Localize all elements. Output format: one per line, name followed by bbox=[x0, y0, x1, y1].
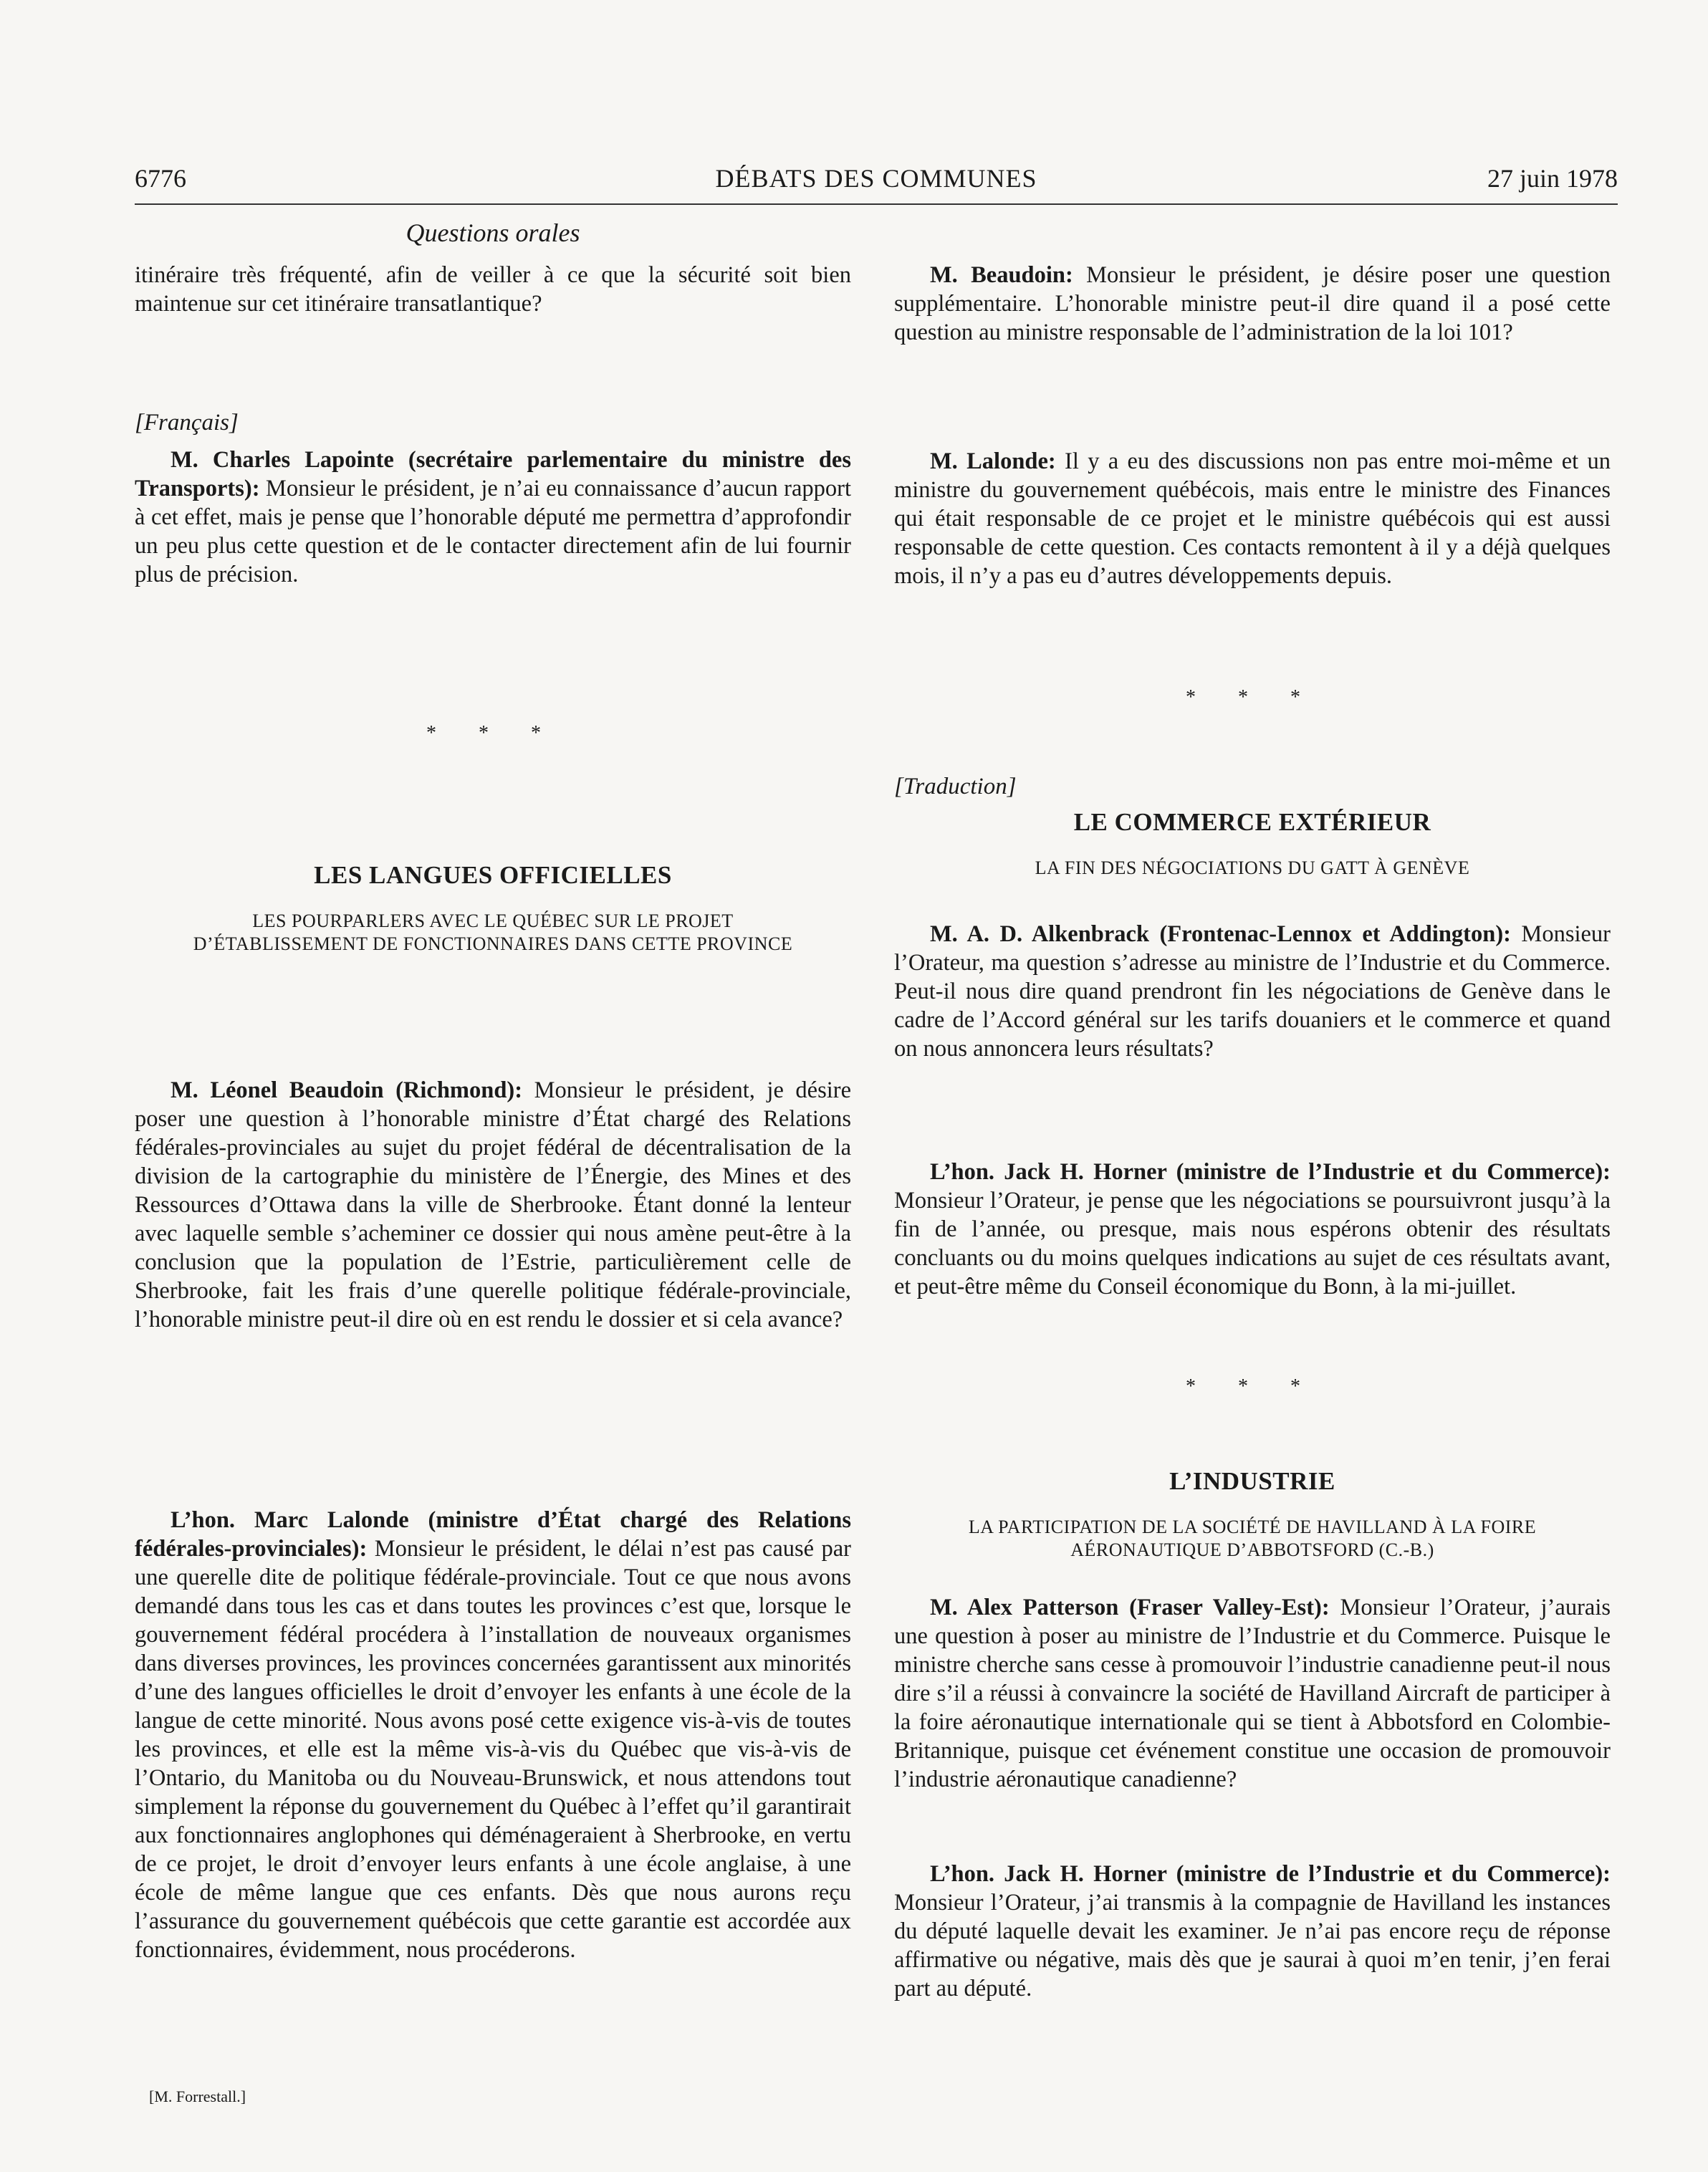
running-head: Questions orales bbox=[406, 218, 580, 247]
speaker-name: M. Beaudoin: bbox=[930, 262, 1073, 288]
right-paragraph-6 bbox=[894, 1860, 1611, 2003]
section-title: LE COMMERCE EXTÉRIEUR bbox=[1073, 808, 1431, 836]
page-header bbox=[135, 163, 1618, 205]
page-number: 6776 bbox=[135, 164, 186, 193]
section-separator: * * * bbox=[1186, 1375, 1319, 1398]
speech-text: Monsieur l’Orateur, j’aurais une question à poser au ministre de l’Industrie et du Commerce. Puisque le ministre cherche sans cesse à promouvoir l’industrie canadienne peut-il nous dire s’il a réussi à convaincre la société de Havilland Aircraft de participer à la foire aéronautique internationale qui se tient à Abbotsford en Colombie-Britannique, puisque cet événement constitue une occasion de promouvoir l’industrie aéronautique canadienne? bbox=[894, 1595, 1611, 1792]
speaker-name: L’hon. Jack H. Horner (ministre de l’Industrie et du Commerce): bbox=[930, 1861, 1611, 1887]
left-paragraph-1 bbox=[135, 261, 851, 318]
speech-text: Monsieur le président, je désire poser une question supplémentaire. L’honorable ministre peut-il dire quand il a posé cette question au ministre responsable de l’administration de la loi 101? bbox=[894, 262, 1611, 345]
right-paragraph-3 bbox=[894, 920, 1611, 1063]
section-title: LES LANGUES OFFICIELLES bbox=[314, 861, 672, 889]
page-date: 27 juin 1978 bbox=[1487, 164, 1618, 193]
section-title: L’INDUSTRIE bbox=[1169, 1467, 1335, 1495]
speech-text: Il y a eu des discussions non pas entre moi-même et un ministre du gouvernement québécois, mais entre le ministre des Finances qui était responsable de ce projet et le ministre québécois qui est aussi responsable de cette question. Ces contacts remontent à il y a déjà quelques mois, il n’y a pas eu d’autres développements depuis. bbox=[894, 448, 1611, 589]
speech-text: Monsieur l’Orateur, je pense que les négociations se poursuivront jusqu’à la fin de l’année, ou presque, mais nous espérons obtenir des résultats concluants ou du moins quelques indications au sujet de ces résultats avant, et peut-être même du Conseil économique du Bonn, à la mi-juillet. bbox=[894, 1188, 1611, 1299]
left-paragraph-3 bbox=[135, 1076, 851, 1334]
journal-title: DÉBATS DES COMMUNES bbox=[715, 164, 1037, 193]
speaker-name: M. Alex Patterson (Fraser Valley-Est): bbox=[930, 1595, 1330, 1620]
speaker-name: M. A. D. Alkenbrack (Frontenac-Lennox et Addington): bbox=[930, 921, 1511, 947]
section-separator: * * * bbox=[1186, 686, 1319, 708]
left-paragraph-4 bbox=[135, 1506, 851, 1964]
language-tag-traduction: [Traduction] bbox=[894, 774, 1017, 799]
section-subtitle: LES POURPARLERS AVEC LE QUÉBEC SUR LE PROJET D’ÉTABLISSEMENT DE FONCTIONNAIRES DANS CETTE PROVINCE bbox=[193, 910, 793, 954]
speaker-name: M. Lalonde: bbox=[930, 448, 1056, 474]
section-subtitle: LA FIN DES NÉGOCIATIONS DU GATT À GENÈVE bbox=[1035, 857, 1470, 878]
paragraph-text: itinéraire très fréquenté, afin de veiller à ce que la sécurité soit bien maintenue sur cet itinéraire transatlantique? bbox=[135, 262, 851, 317]
speaker-name: L’hon. Jack H. Horner (ministre de l’Industrie et du Commerce): bbox=[930, 1159, 1611, 1185]
speech-text: Monsieur le président, le délai n’est pas causé par une querelle dite de politique fédérale-provinciale. Tout ce que nous avons demandé dans tous les cas et dans toutes les provinces c’est que, lorsque le gouvernement fédéral procédera à l’installation de nouveaux organismes dans diverses provinces, les provinces concernées garantissent aux minorités d’une des langues officielles le droit d’envoyer les enfants à une école de la langue de cette minorité. Nous avons posé cette exigence vis-à-vis de toutes les provinces, et elle est la même vis-à-vis du Québec que vis-à-vis de l’Ontario, du Manitoba ou du Nouveau-Brunswick, et nous attendons tout simplement la réponse du gouvernement du Québec à l’effet qu’il garantirait aux fonctionnaires anglophones qui déménageraient à Sherbrooke, en vertu de ce projet, le droit d’envoyer leurs enfants à une école anglaise, à une école de même langue que ces enfants. Dès que nous aurons reçu l’assurance du gouvernement québécois que cette garantie est accordée aux fonctionnaires, évidemment, nous procéderons. bbox=[135, 1536, 851, 1963]
right-paragraph-4 bbox=[894, 1158, 1611, 1301]
left-paragraph-2 bbox=[135, 446, 851, 589]
speaker-name: M. Charles Lapointe (secrétaire parlementaire du ministre des Transports): bbox=[135, 447, 851, 501]
section-subtitle: LA PARTICIPATION DE LA SOCIÉTÉ DE HAVILLAND À LA FOIRE AÉRONAUTIQUE D’ABBOTSFORD (C.-B.) bbox=[968, 1517, 1537, 1560]
speech-text: Monsieur le président, je désire poser une question à l’honorable ministre d’État chargé des Relations fédérales-provinciales au sujet du projet fédéral de décentralisation de la division de la cartographie du ministère de l’Énergie, des Mines et des Ressources d’Ottawa dans la ville de Sherbrooke. Étant donné la lenteur avec laquelle semble s’acheminer ce dossier qui nous amène peut-être à la conclusion que la population de l’Estrie, particulièrement celle de Sherbrooke, fait les frais d’une querelle politique fédérale-provinciale, l’honorable ministre peut-il dire où en est rendu le dossier et si cela avance? bbox=[135, 1077, 851, 1332]
right-paragraph-2 bbox=[894, 447, 1611, 590]
section-separator: * * * bbox=[426, 722, 560, 744]
speech-text: Monsieur l’Orateur, ma question s’adresse au ministre de l’Industrie et du Commerce. Peut-il nous dire quand prendront fin les négociations de Genève dans le cadre de l’Accord général sur les tarifs douaniers et le commerce et quand on nous annoncera leurs résultats? bbox=[894, 921, 1611, 1062]
speech-text: Monsieur l’Orateur, j’ai transmis à la compagnie de Havilland les instances du député laquelle devait les examiner. Je n’ai pas encore reçu de réponse affirmative ou négative, mais dès que je saurai à quoi m’en tenir, j’en ferai part au député. bbox=[894, 1890, 1611, 2002]
speaker-name: L’hon. Marc Lalonde (ministre d’État chargé des Relations fédérales-provinciales): bbox=[135, 1507, 851, 1562]
speaker-name: M. Léonel Beaudoin (Richmond): bbox=[171, 1077, 523, 1103]
right-paragraph-1 bbox=[894, 261, 1611, 347]
speech-text: Monsieur le président, je n’ai eu connaissance d’aucun rapport à cet effet, mais je pense que l’honorable député me permettra d’approfondir un peu plus cette question et de le contacter directement afin de lui fournir plus de précision. bbox=[135, 476, 851, 587]
right-paragraph-5 bbox=[894, 1593, 1611, 1794]
language-tag-francais: [Français] bbox=[135, 410, 239, 436]
footnote: [M. Forrestall.] bbox=[149, 2087, 246, 2105]
